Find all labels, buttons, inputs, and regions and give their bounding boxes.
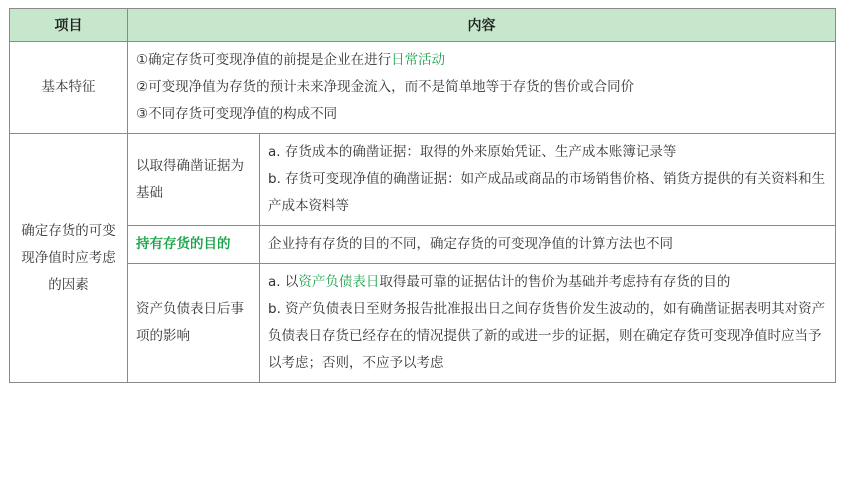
subsequent-a-highlight: 资产负债表日 — [298, 274, 380, 290]
feature-line-1 — [136, 47, 827, 74]
evidence-content — [260, 134, 836, 226]
evidence-b: b. 存货可变现净值的确凿证据：如产成品或商品的市场销售价格、销货方提供的有关资料和生产成本资料等 — [268, 171, 826, 214]
feature-line-1-highlight: 日常活动 — [391, 52, 446, 68]
row-evidence — [10, 134, 836, 226]
header-content: 内容 — [128, 9, 836, 42]
row-subsequent-events — [10, 264, 836, 383]
evidence-label: 以取得确凿证据为基础 — [128, 134, 260, 226]
basic-features-content — [128, 42, 836, 134]
basic-features-label: 基本特征 — [10, 42, 128, 134]
subsequent-a-pre: a. 以 — [268, 274, 299, 290]
subsequent-events-content — [260, 264, 836, 383]
subsequent-a-post: 取得最可靠的证据估计的售价为基础并考虑持有存货的目的 — [379, 274, 731, 290]
inventory-nrv-table — [9, 8, 836, 383]
purpose-label: 持有存货的目的 — [128, 226, 260, 264]
header-item: 项目 — [10, 9, 128, 42]
factors-label: 确定存货的可变现净值时应考虑的因素 — [10, 134, 128, 383]
feature-line-1-text: ①确定存货可变现净值的前提是企业在进行 — [136, 52, 392, 68]
row-purpose — [10, 226, 836, 264]
row-basic-features — [10, 42, 836, 134]
header-row — [10, 9, 836, 42]
content-table-wrapper — [9, 8, 835, 383]
purpose-content: 企业持有存货的目的不同，确定存货的可变现净值的计算方法也不同 — [260, 226, 836, 264]
feature-line-2: ②可变现净值为存货的预计未来净现金流入，而不是简单地等于存货的售价或合同价 — [136, 79, 635, 95]
feature-line-3: ③不同存货可变现净值的构成不同 — [136, 106, 338, 122]
evidence-a: a. 存货成本的确凿证据：取得的外来原始凭证、生产成本账簿记录等 — [268, 144, 677, 160]
subsequent-events-label: 资产负债表日后事项的影响 — [128, 264, 260, 383]
subsequent-b: b. 资产负债表日至财务报告批准报出日之间存货售价发生波动的，如有确凿证据表明其对资产负债表日存货已经存在的情况提供了新的或进一步的证据，则在确定存货可变现净值时应当予以考虑；否则，不应予以考虑 — [268, 301, 826, 371]
subsequent-a — [268, 269, 827, 296]
